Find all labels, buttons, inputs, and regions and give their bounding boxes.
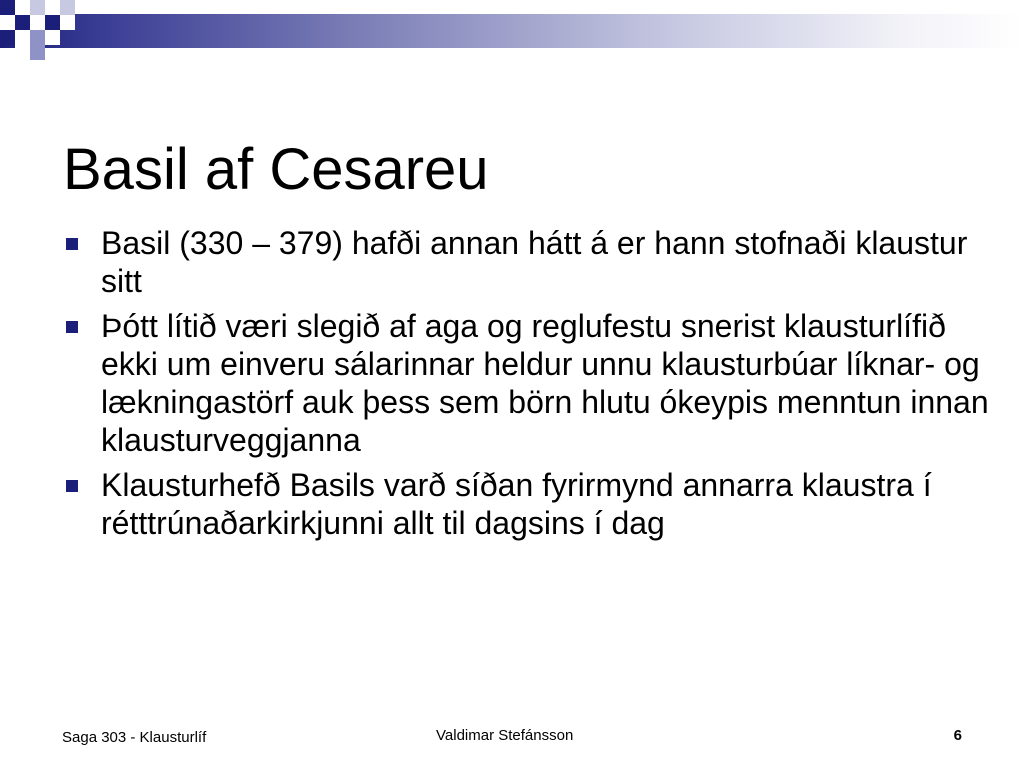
square-bullet-icon (66, 321, 78, 333)
footer-course: Saga 303 - Klausturlíf (62, 729, 207, 746)
bullet-text: Klausturhefð Basils varð síðan fyrirmynd annarra klaustra í rétttrúnaðarkirkjunni allt til dagsins í dag (101, 467, 932, 541)
bullet-list (66, 224, 996, 549)
page-number: 6 (953, 727, 962, 744)
slide-title: Basil af Cesareu (63, 136, 489, 202)
bullet-item (66, 307, 996, 459)
footer-author: Valdimar Stefánsson (436, 727, 574, 744)
square-bullet-icon (66, 238, 78, 250)
square-bullet-icon (66, 480, 78, 492)
bullet-text: Basil (330 – 379) hafði annan hátt á er hann stofnaði klaustur sitt (101, 225, 968, 299)
header-gradient-band (0, 14, 1024, 48)
bullet-item (66, 224, 996, 300)
bullet-text: Þótt lítið væri slegið af aga og reglufestu snerist klausturlífið ekki um einveru sálarinnar heldur unnu klausturbúar líknar- og lækningastörf auk þess sem börn hlutu ókeypis menntun innan klausturveggjanna (101, 308, 989, 458)
bullet-item (66, 466, 996, 542)
